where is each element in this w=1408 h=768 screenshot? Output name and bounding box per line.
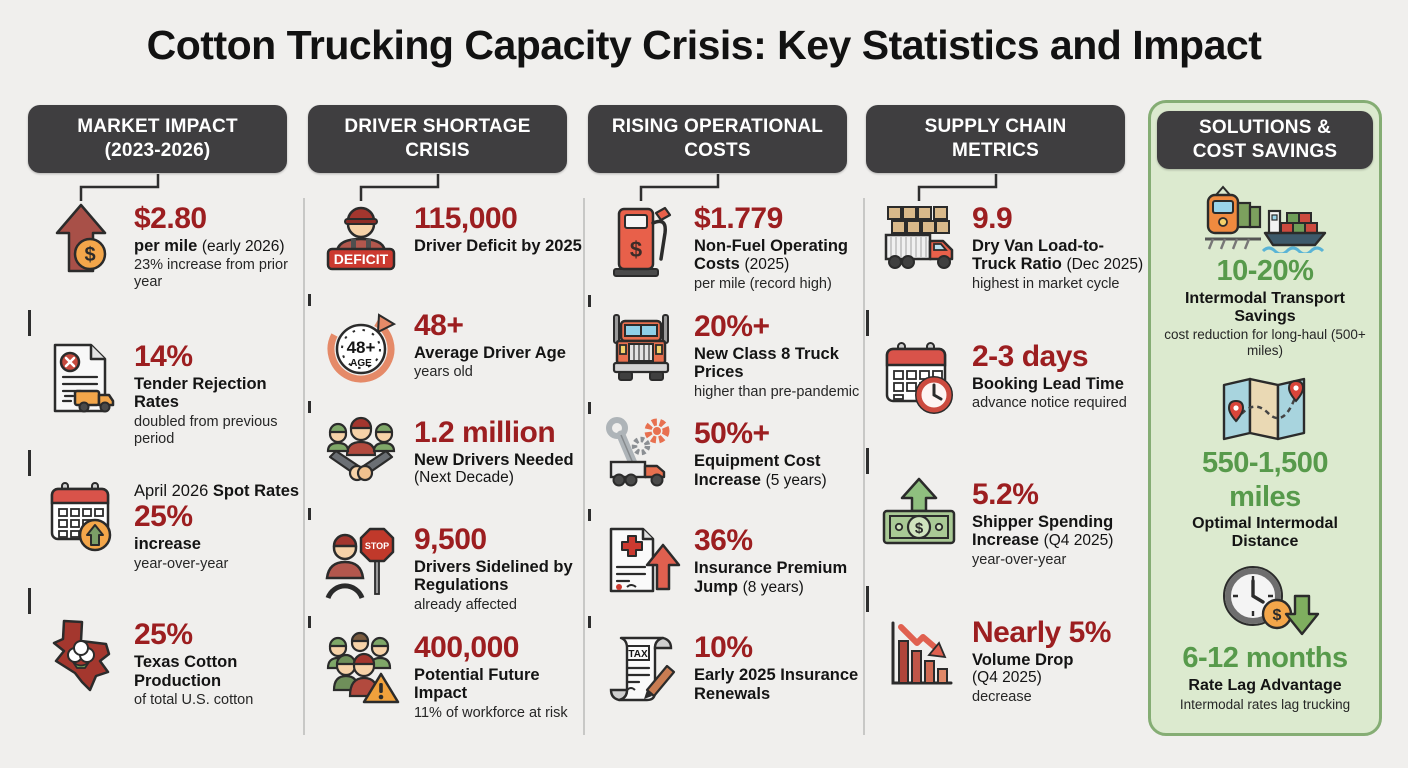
stat-item bbox=[308, 522, 590, 614]
svg-text:$: $ bbox=[1272, 607, 1282, 625]
header-line: CRISIS bbox=[405, 140, 470, 161]
stat-item bbox=[1157, 183, 1373, 358]
stat-label: Optimal Intermodal Distance bbox=[1192, 515, 1338, 551]
intermodal-train-ship-icon bbox=[1203, 183, 1327, 253]
stat-item bbox=[588, 523, 870, 614]
header-line: METRICS bbox=[952, 140, 1039, 161]
stat-label: increase bbox=[134, 535, 201, 554]
stat-label: Potential Future Impact bbox=[414, 665, 540, 703]
stat-item bbox=[308, 630, 590, 722]
stat-item bbox=[308, 308, 590, 399]
header-line: RISING OPERATIONAL bbox=[611, 116, 824, 138]
stat-item bbox=[28, 201, 310, 307]
stat-label: Insurance Premium Jump (8 years) bbox=[694, 559, 848, 596]
stat-sublabel: higher than pre-pandemic bbox=[694, 383, 860, 400]
stat-item bbox=[1180, 564, 1350, 712]
column-header bbox=[588, 105, 847, 173]
vertical-connector bbox=[308, 294, 311, 306]
stat-value: 9,500 bbox=[414, 523, 487, 556]
stat-value: 6-12 months bbox=[1182, 642, 1348, 675]
vertical-connector bbox=[588, 295, 591, 307]
vertical-connector bbox=[28, 450, 31, 476]
vertical-connector bbox=[866, 586, 869, 612]
stat-label: Early 2025 Insurance Renewals bbox=[694, 666, 859, 703]
elbow-connector bbox=[28, 174, 288, 201]
header-line: DRIVER SHORTAGE bbox=[344, 116, 531, 138]
workforce-warning-icon bbox=[308, 630, 414, 706]
rejected-tender-document-icon bbox=[28, 339, 134, 419]
column-header bbox=[308, 105, 567, 173]
calendar-spot-rates-icon bbox=[28, 479, 134, 557]
header-line: COSTS bbox=[684, 140, 751, 161]
svg-text:DEFICIT: DEFICIT bbox=[333, 251, 389, 267]
stat-sublabel: decrease bbox=[972, 688, 1032, 705]
stat-item bbox=[588, 630, 870, 721]
stat-value: 5.2% bbox=[972, 478, 1039, 511]
stat-value: 48+ bbox=[414, 309, 464, 342]
stat-value: 36% bbox=[694, 524, 753, 558]
stat-label: Rate Lag Advantage bbox=[1188, 676, 1342, 694]
stat-value: Nearly 5% bbox=[972, 616, 1111, 649]
stat-value: $1.779 bbox=[694, 202, 783, 235]
stat-item bbox=[28, 617, 310, 723]
column-operational-costs bbox=[588, 105, 870, 721]
stat-sublabel: doubled from previous period bbox=[134, 413, 278, 447]
column-header bbox=[28, 105, 287, 173]
vertical-connector bbox=[588, 616, 591, 628]
column-header bbox=[1157, 111, 1373, 169]
stat-label: per mile (early 2026) bbox=[134, 237, 285, 255]
stat-value: 20%+ bbox=[694, 309, 770, 343]
stat-item bbox=[308, 201, 590, 292]
header-line: MARKET IMPACT bbox=[77, 116, 238, 138]
booking-calendar-clock-icon bbox=[866, 339, 972, 417]
stat-value-line2: miles bbox=[1229, 480, 1301, 513]
stat-prefix: April 2026 Spot Rates bbox=[134, 482, 300, 501]
stat-value: 9.9 bbox=[972, 202, 1013, 235]
stat-label: Intermodal Transport Savings bbox=[1184, 289, 1346, 325]
equipment-cost-icon bbox=[588, 416, 694, 490]
stat-label: Texas Cotton Production bbox=[134, 653, 238, 690]
stat-value: 14% bbox=[134, 340, 193, 373]
driver-deficit-icon bbox=[308, 201, 414, 277]
column-market-impact bbox=[28, 105, 310, 723]
driver-age-clock-icon bbox=[308, 308, 414, 386]
stat-sublabel: per mile (record high) bbox=[694, 275, 832, 292]
header-line: COST SAVINGS bbox=[1192, 141, 1338, 163]
vertical-connector bbox=[308, 508, 311, 520]
stat-sublabel: of total U.S. cotton bbox=[134, 692, 254, 709]
loaded-truck-icon bbox=[866, 201, 972, 277]
route-map-icon bbox=[1210, 371, 1320, 445]
elbow-connector bbox=[866, 174, 1126, 201]
stat-value: 25% bbox=[134, 618, 193, 652]
stat-label: Equipment Cost Increase (5 years) bbox=[694, 452, 827, 489]
stat-sublabel: 23% increase from prior year bbox=[134, 257, 288, 291]
stat-sublabel: year-over-year bbox=[972, 551, 1067, 568]
solutions-panel bbox=[1148, 100, 1382, 736]
column-supply-chain bbox=[866, 105, 1148, 721]
stat-value: 1.2 million bbox=[414, 416, 556, 449]
vertical-connector bbox=[28, 310, 31, 336]
rate-lag-clock-icon bbox=[1207, 564, 1323, 640]
stat-sublabel: year-over-year bbox=[134, 555, 229, 572]
stat-item bbox=[866, 615, 1148, 721]
class8-truck-icon bbox=[588, 309, 694, 385]
stat-sublabel: already affected bbox=[414, 596, 517, 613]
stat-item bbox=[28, 479, 310, 585]
stat-sublabel: years old bbox=[414, 364, 473, 381]
stat-label: Dry Van Load-to-Truck Ratio (Dec 2025) bbox=[972, 237, 1144, 274]
svg-text:$: $ bbox=[629, 237, 643, 262]
stat-item bbox=[866, 477, 1148, 583]
elbow-connector bbox=[588, 174, 848, 201]
stat-label: Drivers Sidelined by Regulations bbox=[414, 558, 573, 595]
stat-sublabel: cost reduction for long-haul (500+ miles) bbox=[1164, 327, 1366, 358]
stat-label: Volume Drop (Q4 2025) bbox=[972, 651, 1074, 687]
stat-sublabel: 11% of workforce at risk bbox=[414, 704, 568, 721]
vertical-connector bbox=[866, 310, 869, 336]
insurance-premium-icon bbox=[588, 523, 694, 599]
rate-up-dollar-icon bbox=[28, 201, 134, 281]
stat-label: New Drivers Needed (Next Decade) bbox=[414, 451, 574, 487]
elbow-connector bbox=[308, 174, 568, 201]
header-line: SOLUTIONS & bbox=[1198, 117, 1332, 139]
stat-sublabel: Intermodal rates lag trucking bbox=[1179, 696, 1351, 712]
column-header bbox=[866, 105, 1125, 173]
svg-text:$: $ bbox=[84, 244, 96, 266]
svg-text:48+: 48+ bbox=[346, 338, 376, 357]
vertical-connector bbox=[28, 588, 31, 614]
header-line: (2023-2026) bbox=[104, 140, 211, 161]
vertical-connector bbox=[308, 616, 311, 628]
vertical-connector bbox=[588, 509, 591, 521]
column-driver-shortage bbox=[308, 105, 590, 721]
stat-label: New Class 8 Truck Prices bbox=[694, 344, 839, 382]
stat-value: $2.80 bbox=[134, 202, 207, 235]
stat-label: Booking Lead Time bbox=[972, 375, 1124, 393]
stat-sublabel: highest in market cycle bbox=[972, 275, 1120, 292]
svg-text:STOP: STOP bbox=[364, 541, 390, 551]
new-drivers-handshake-icon bbox=[308, 415, 414, 489]
stat-value: 50%+ bbox=[694, 417, 770, 451]
stat-value: 550-1,500 bbox=[1201, 447, 1329, 480]
svg-text:$: $ bbox=[914, 520, 924, 537]
stat-value: 400,000 bbox=[414, 630, 519, 664]
stat-label: Driver Deficit by 2025 bbox=[414, 237, 582, 255]
stat-item bbox=[308, 415, 590, 506]
page-title: Cotton Trucking Capacity Crisis: Key Statistics and Impact bbox=[146, 22, 1262, 68]
stat-value: 2-3 days bbox=[972, 340, 1089, 373]
stat-label: Tender Rejection Rates bbox=[134, 375, 267, 412]
insurance-renewal-tax-icon bbox=[588, 630, 694, 706]
stat-value: 115,000 bbox=[414, 202, 518, 235]
stat-item bbox=[1157, 371, 1373, 551]
stat-label: Average Driver Age bbox=[414, 344, 566, 362]
stat-item bbox=[588, 201, 870, 293]
fuel-pump-icon bbox=[588, 201, 694, 279]
stat-item bbox=[28, 339, 310, 447]
vertical-connector bbox=[866, 448, 869, 474]
texas-cotton-icon bbox=[28, 617, 134, 695]
svg-text:TAX: TAX bbox=[628, 649, 648, 661]
svg-text:AGE: AGE bbox=[350, 358, 372, 369]
shipper-spending-icon bbox=[866, 477, 972, 549]
driver-stop-icon bbox=[308, 522, 414, 600]
stat-label: Non-Fuel Operating Costs (2025) bbox=[694, 237, 848, 274]
stat-sublabel: advance notice required bbox=[972, 395, 1127, 412]
header-line: SUPPLY CHAIN bbox=[924, 116, 1067, 138]
stat-value: 25% bbox=[134, 500, 193, 534]
vertical-connector bbox=[588, 402, 591, 414]
stat-value: 10-20% bbox=[1216, 255, 1314, 288]
volume-drop-chart-icon bbox=[866, 615, 972, 691]
stat-item bbox=[866, 201, 1148, 307]
stat-label: Shipper Spending Increase (Q4 2025) bbox=[972, 513, 1114, 550]
vertical-connector bbox=[308, 401, 311, 413]
stat-item bbox=[588, 309, 870, 401]
stat-value: 10% bbox=[694, 631, 753, 665]
stat-item bbox=[866, 339, 1148, 445]
stat-item bbox=[588, 416, 870, 507]
